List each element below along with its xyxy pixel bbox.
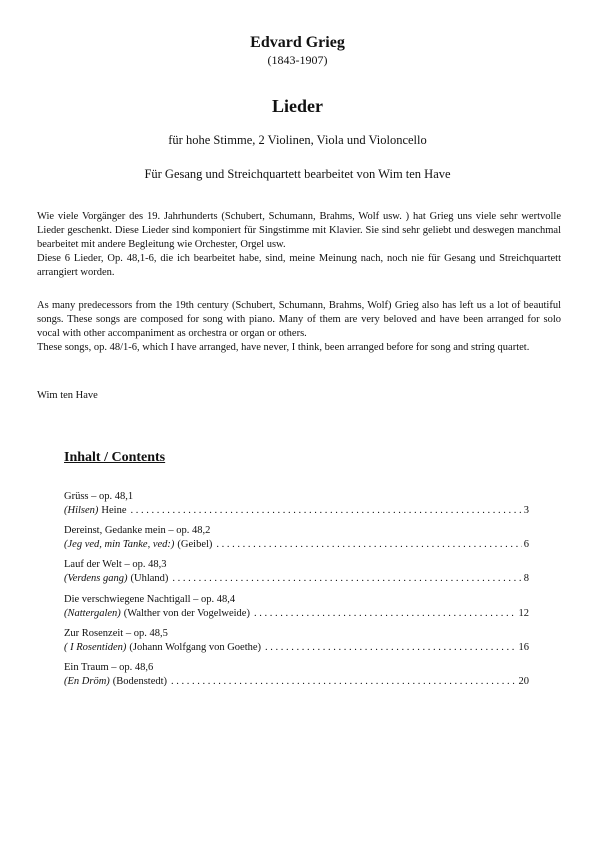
instrumentation-subtitle: für hohe Stimme, 2 Violinen, Viola und Violoncello <box>168 133 427 147</box>
toc-entry-source: (Johann Wolfgang von Goethe) <box>129 641 262 653</box>
toc-leader-dots <box>171 675 516 689</box>
toc-entry-subtitle: (Verdens gang) <box>64 573 128 585</box>
intro-english <box>37 299 561 355</box>
toc-entry-subtitle: (Jeg ved, min Tanke, ved:) <box>64 539 175 551</box>
toc-entry-subtitle: (En Dröm) <box>64 675 110 687</box>
composer-years: (1843-1907) <box>267 53 328 67</box>
composer-name: Edvard Grieg <box>250 34 345 51</box>
toc-entry-page: 6 <box>523 539 529 551</box>
toc-entry-title: Ein Traum – op. 48,6 <box>64 661 154 673</box>
intro-german <box>37 210 561 280</box>
toc-entry-source: (Geibel) <box>177 539 213 551</box>
toc-entry-title: Dereinst, Gedanke mein – op. 48,2 <box>64 525 211 537</box>
toc-entry <box>64 490 529 524</box>
toc-entry-page: 12 <box>518 607 529 619</box>
toc-heading: Inhalt / Contents <box>64 450 166 465</box>
toc-entry-page: 8 <box>523 573 529 585</box>
intro-german-paragraph-1: Wie viele Vorgänger des 19. Jahrhunderts (Schubert, Schumann, Brahms, Wolf usw. ) hat Grieg uns viele sehr wertvolle Lieder geschenkt. Diese Lieder sind komponiert für Singstimme mit Klavier. Sie sind sehr geliebt und deswegen manchmal bearbeitet mit andere Begleitung wie Orchester, Orgel usw. <box>37 211 561 250</box>
intro-german-paragraph-2: Diese 6 Lieder, Op. 48,1-6, die ich bearbeitet habe, sind, meine Meinung nach, noch nie für Gesang und Streichquartett arrangiert worden. <box>37 253 561 278</box>
toc-leader-dots <box>254 607 517 621</box>
intro-english-paragraph-2: These songs, op. 48/1-6, which I have arranged, have never, I think, been arranged before for song and string quartet. <box>37 342 530 353</box>
toc-entry-page: 16 <box>518 641 529 653</box>
toc-entry-page: 20 <box>518 675 529 687</box>
signature: Wim ten Have <box>37 390 98 401</box>
toc-entry-source: (Walther von der Vogelweide) <box>123 607 250 619</box>
toc-entry <box>64 627 529 661</box>
toc-entry-subtitle: (Hilsen) <box>64 505 99 516</box>
toc-entry <box>64 524 529 558</box>
toc-entry-source: (Uhland) <box>130 573 169 585</box>
toc-entry-source: (Bodenstedt) <box>112 675 168 687</box>
toc-entry-title: Die verschwiegene Nachtigall – op. 48,4 <box>64 593 236 605</box>
toc-entry-subtitle: (Nattergalen) <box>64 607 121 619</box>
toc-entry-source: Heine <box>101 505 127 516</box>
toc-leader-dots <box>216 538 521 552</box>
toc-entry-subtitle: ( I Rosentiden) <box>64 641 127 653</box>
intro-english-paragraph-1: As many predecessors from the 19th century (Schubert, Schumann, Brahms, Wolf) Grieg also has left us a lot of beautiful songs. These songs are composed for song with piano. Many of them are very beloved and have been arranged for solo vocal with other accompaniment as orchestra or organ or others. <box>37 300 561 339</box>
toc-leader-dots <box>265 641 516 655</box>
toc-entry <box>64 558 529 592</box>
document-title: Lieder <box>272 96 323 116</box>
toc-leader-dots <box>131 504 522 518</box>
arranger-line: Für Gesang und Streichquartett bearbeitet von Wim ten Have <box>144 167 451 181</box>
toc-entry-title: Grüss – op. 48,1 <box>64 491 134 502</box>
toc-entry-page: 3 <box>523 505 529 516</box>
toc-leader-dots <box>172 572 521 586</box>
toc-entry <box>64 593 529 627</box>
toc-entry-title: Zur Rosenzeit – op. 48,5 <box>64 627 168 639</box>
table-of-contents <box>64 490 529 695</box>
toc-entry-title: Lauf der Welt – op. 48,3 <box>64 559 167 571</box>
toc-entry <box>64 661 529 695</box>
